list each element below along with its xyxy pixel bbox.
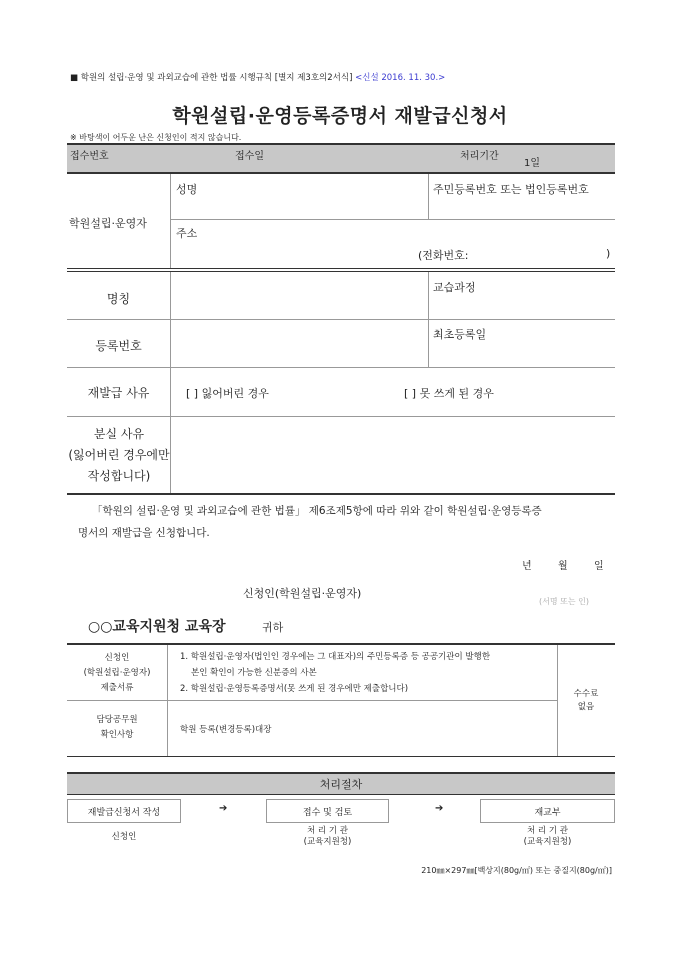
- phone-close: ): [606, 247, 611, 260]
- procedure-step-review: 접수 및 검토: [266, 799, 389, 823]
- procedure-title: 처리절차: [319, 778, 363, 791]
- date-day: 일: [594, 561, 604, 572]
- arrow-right-icon: ➔: [219, 803, 228, 814]
- academy-name-label: 명칭: [106, 292, 131, 306]
- shading-note: ※ 바탕색이 어두운 난은 신청인이 적지 않습니다.: [70, 133, 242, 142]
- recipient-suffix: 귀하: [262, 621, 284, 634]
- reissue-option-lost[interactable]: [ ] 잃어버린 경우: [186, 387, 269, 400]
- signer-label: 신청인(학원설립·운영자): [243, 587, 362, 600]
- legal-basis: ■ 학원의 설립·운영 및 과외교습에 관한 법률 시행규칙 [별지 제3호의2서식] <신설 2016. 11. 30.>: [70, 73, 446, 83]
- loss-reason-input[interactable]: [172, 418, 612, 491]
- page-title: 학원설립·운영등록증명서 재발급신청서: [172, 105, 508, 127]
- fee-note: 수수료 없음: [573, 689, 599, 712]
- documents-label: 신청인 (학원설립·운영자) 제출서류: [83, 653, 151, 693]
- recipient-name: ○○교육지원청 교육장: [88, 619, 226, 635]
- reissue-reason-label: 재발급 사유: [87, 386, 150, 400]
- reissue-option-damaged[interactable]: [ ] 못 쓰게 된 경우: [404, 387, 494, 400]
- statement-line-1: 「학원의 설립·운영 및 과외교습에 관한 법률」 제6조제5항에 따라 위와 같이 학원설립·운영등록증: [92, 505, 542, 517]
- loss-reason-label: 분실 사유 (잃어버린 경우에만 작성합니다): [68, 427, 170, 483]
- address-label: 주소: [176, 227, 198, 240]
- name-label: 성명: [176, 183, 198, 196]
- procedure-step-apply: 재발급신청서 작성: [67, 799, 181, 823]
- procedure-step-reissue: 재교부: [480, 799, 615, 823]
- phone-label: (전화번호:: [418, 249, 469, 262]
- procedure-step-apply-actor: 신청인: [111, 832, 137, 842]
- applicant-label: 학원설립·운영자: [69, 217, 147, 230]
- procedure-step-reissue-actor: 처 리 기 관 (교육지원청): [523, 826, 572, 847]
- date-year: 년: [522, 561, 532, 572]
- revision-date: <신설 2016. 11. 30.>: [355, 73, 446, 83]
- receipt-date-label: 접수일: [235, 151, 264, 162]
- registration-number-label: 주민등록번호 또는 법인등록번호: [433, 183, 589, 196]
- paper-spec: 210㎜×297㎜[백상지(80g/㎡) 또는 중질지(80g/㎡)]: [421, 866, 612, 875]
- signature-note: (서명 또는 인): [539, 597, 589, 606]
- statement-line-2: 명서의 재발급을 신청합니다.: [78, 527, 210, 539]
- processing-period-label: 처리기간: [460, 151, 499, 162]
- procedure-step-review-actor: 처 리 기 관 (교육지원청): [303, 826, 352, 847]
- first-registration-label: 최초등록일: [433, 328, 487, 341]
- arrow-right-icon: ➔: [435, 803, 444, 814]
- course-label: 교습과정: [433, 281, 476, 294]
- officer-check-item: 학원 등록(변경등록)대장: [180, 725, 272, 735]
- required-documents: 1. 학원설립·운영자(법인인 경우에는 그 대표자)의 주민등록증 등 공공기관이 발행한 본인 확인이 가능한 신분증의 사본 2. 학원설립·운영등록증명서(못 쓰게 된 경우에만 제출합니다): [180, 652, 491, 694]
- date-month: 월: [558, 561, 568, 572]
- receipt-number-label: 접수번호: [70, 151, 109, 162]
- academy-registration-label: 등록번호: [95, 339, 142, 353]
- processing-period-value: 1일: [524, 158, 541, 169]
- officer-check-label: 담당공무원 확인사항: [96, 715, 138, 740]
